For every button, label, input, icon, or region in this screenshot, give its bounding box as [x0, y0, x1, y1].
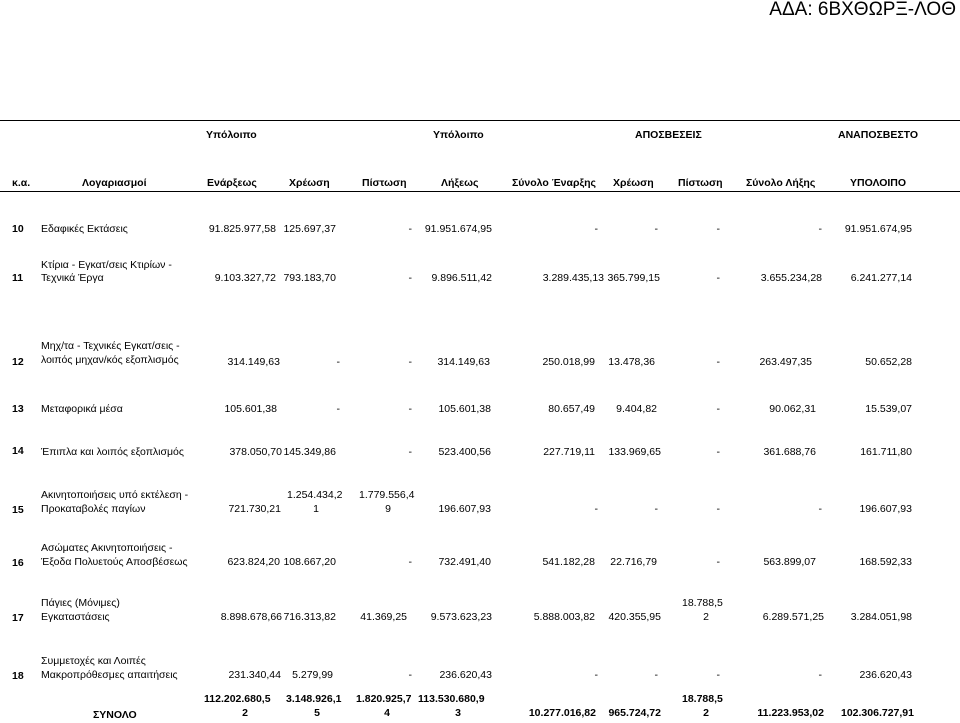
row-pistosi: -: [408, 403, 412, 415]
total-xreosi-wrap: 5: [314, 707, 320, 719]
row-xreosi2: -: [654, 223, 658, 235]
row-enarxeos: 91.825.977,58: [208, 223, 276, 235]
row-xreosi: 716.313,82: [283, 611, 336, 623]
total-synolo-lixis: 11.223.953,02: [757, 707, 824, 719]
row-lixeos: 105.601,38: [438, 403, 491, 415]
row-code: 15: [12, 504, 24, 516]
row-code: 12: [12, 356, 24, 368]
row-xreosi2: 9.404,82: [616, 403, 657, 415]
ada-code: ΑΔΑ: 6ΒΧΘΩΡΞ-ΛΟΘ: [769, 0, 956, 20]
row-pistosi-wrap: 9: [385, 503, 391, 515]
row-xreosi: 793.183,70: [283, 272, 336, 284]
col-xreosi: Χρέωση: [289, 177, 330, 189]
row-pistosi2: -: [716, 403, 720, 415]
row-pistosi: -: [408, 556, 412, 568]
row-synolo-enarxis: -: [594, 223, 598, 235]
row-pistosi2-wrap: 2: [703, 611, 709, 623]
row-pistosi2: -: [716, 272, 720, 284]
total-lixeos: 113.530.680,9: [418, 693, 485, 705]
row-name-line2: Τεχνικά Έργα: [41, 272, 104, 284]
row-xreosi2: 133.969,65: [608, 446, 661, 458]
row-synolo-enarxis: -: [594, 669, 598, 681]
row-enarxeos: 721.730,21: [228, 503, 281, 515]
header-ypoloipo-a: Υπόλοιπο: [206, 129, 257, 141]
row-name-line2: Προκαταβολές παγίων: [41, 503, 146, 515]
row-ypoloipo: 3.284.051,98: [850, 611, 912, 623]
row-name: Συμμετοχές και Λοιπές: [41, 655, 146, 667]
row-xreosi2: 365.799,15: [607, 272, 660, 284]
row-code: 16: [12, 557, 24, 569]
col-xreosi2: Χρέωση: [613, 177, 654, 189]
row-pistosi2: 18.788,5: [682, 597, 723, 609]
row-synolo-enarxis: 5.888.003,82: [533, 611, 595, 623]
row-synolo-enarxis: 80.657,49: [548, 403, 595, 415]
total-pistosi: 1.820.925,7: [356, 693, 412, 705]
row-code: 13: [12, 403, 24, 415]
col-enarxeos: Ενάρξεως: [207, 177, 257, 189]
row-lixeos: 9.896.511,42: [431, 272, 492, 284]
row-ypoloipo: 196.607,93: [859, 503, 912, 515]
row-synolo-lixis: -: [818, 503, 822, 515]
row-ypoloipo: 15.539,07: [865, 403, 912, 415]
row-name: Έπιπλα και λοιπός εξοπλισμός: [41, 446, 184, 458]
col-ka: κ.α.: [12, 177, 31, 189]
row-synolo-enarxis: -: [594, 503, 598, 515]
row-ypoloipo: 161.711,80: [860, 446, 912, 458]
total-label: ΣΥΝΟΛΟ: [93, 709, 137, 721]
row-synolo-lixis: -: [818, 669, 822, 681]
row-pistosi2: -: [716, 556, 720, 568]
row-synolo-enarxis: 3.289.435,13: [542, 272, 604, 284]
col-pistosi2: Πίστωση: [678, 177, 723, 189]
row-ypoloipo: 50.652,28: [865, 356, 912, 368]
row-xreosi2: -: [654, 503, 658, 515]
row-enarxeos: 623.824,20: [227, 556, 280, 568]
row-pistosi2: -: [716, 669, 720, 681]
header-aposveseis: ΑΠΟΣΒΕΣΕΙΣ: [635, 129, 702, 141]
row-code: 14: [12, 445, 24, 457]
total-synolo-enarxis: 10.277.016,82: [528, 707, 596, 719]
row-ypoloipo: 91.951.674,95: [844, 223, 912, 235]
row-pistosi2: -: [716, 223, 720, 235]
total-xreosi2: 965.724,72: [608, 707, 661, 719]
row-name-line2: λοιπός μηχαν/κός εξοπλισμός: [41, 354, 179, 366]
row-ypoloipo: 6.241.277,14: [850, 272, 912, 284]
row-synolo-lixis: 6.289.571,25: [762, 611, 824, 623]
row-name-line2: Έξοδα Πολυετούς Αποσβέσεως: [41, 556, 188, 568]
row-synolo-lixis: 263.497,35: [759, 356, 812, 368]
row-ypoloipo: 236.620,43: [859, 669, 912, 681]
row-pistosi2: -: [716, 356, 720, 368]
row-pistosi: -: [408, 223, 412, 235]
col-lixeos: Λήξεως: [441, 177, 479, 189]
total-pistosi2: 18.788,5: [682, 693, 723, 705]
total-enarxeos-wrap: 2: [242, 707, 248, 719]
row-synolo-lixis: 361.688,76: [763, 446, 816, 458]
row-synolo-lixis: 90.062,31: [769, 403, 816, 415]
row-synolo-enarxis: 541.182,28: [542, 556, 595, 568]
row-name: Ασώματες Ακινητοποιήσεις -: [41, 542, 173, 554]
row-xreosi2: 22.716,79: [610, 556, 657, 568]
row-pistosi: -: [408, 272, 412, 284]
row-synolo-enarxis: 227.719,11: [543, 446, 595, 458]
row-pistosi: -: [408, 356, 412, 368]
row-lixeos: 196.607,93: [438, 503, 491, 515]
row-name: Μηχ/τα - Τεχνικές Εγκατ/σεις -: [41, 340, 180, 352]
row-name: Ακινητοποιήσεις υπό εκτέλεση -: [41, 489, 189, 501]
total-ypoloipo: 102.306.727,91: [841, 707, 914, 719]
row-name: Μεταφορικά μέσα: [41, 403, 123, 415]
row-xreosi: 145.349,86: [283, 446, 336, 458]
row-name-line2: Εγκαταστάσεις: [41, 611, 110, 623]
row-enarxeos: 231.340,44: [228, 669, 281, 681]
col-logariasmoi: Λογαριασμοί: [82, 177, 147, 189]
row-pistosi: 1.779.556,4: [359, 489, 415, 501]
row-enarxeos: 314.149,63: [227, 356, 280, 368]
row-lixeos: 9.573.623,23: [430, 611, 492, 623]
row-xreosi: 108.667,20: [283, 556, 336, 568]
total-pistosi2-wrap: 2: [703, 707, 709, 719]
row-pistosi: -: [408, 669, 412, 681]
row-xreosi: -: [336, 403, 340, 415]
row-code: 18: [12, 670, 24, 682]
row-lixeos: 236.620,43: [439, 669, 492, 681]
row-xreosi: 1.254.434,2: [287, 489, 343, 501]
row-lixeos: 314.149,63: [437, 356, 490, 368]
row-name: Πάγιες (Μόνιμες): [41, 597, 120, 609]
top-rule: [0, 120, 960, 121]
row-synolo-enarxis: 250.018,99: [542, 356, 595, 368]
total-pistosi-wrap: 4: [384, 707, 390, 719]
row-lixeos: 91.951.674,95: [424, 223, 492, 235]
row-code: 11: [12, 272, 24, 284]
row-xreosi2: 13.478,36: [608, 356, 655, 368]
row-xreosi: 5.279,99: [292, 669, 333, 681]
header-ypoloipo-b: Υπόλοιπο: [433, 129, 484, 141]
row-xreosi2: -: [654, 669, 658, 681]
row-lixeos: 523.400,56: [438, 446, 491, 458]
col-synolo-enarxis: Σύνολο Έναρξης: [512, 177, 597, 189]
row-synolo-lixis: 3.655.234,28: [760, 272, 822, 284]
row-xreosi-wrap: 1: [313, 503, 319, 515]
row-ypoloipo: 168.592,33: [859, 556, 912, 568]
row-xreosi2: 420.355,95: [608, 611, 661, 623]
row-synolo-lixis: -: [818, 223, 822, 235]
row-lixeos: 732.491,40: [438, 556, 491, 568]
row-pistosi: -: [408, 446, 412, 458]
total-xreosi: 3.148.926,1: [286, 693, 342, 705]
total-enarxeos: 112.202.680,5: [204, 693, 271, 705]
col-synolo-lixis: Σύνολο Λήξης: [746, 177, 816, 189]
row-name: Κτίρια - Εγκατ/σεις Κτιρίων -: [41, 259, 172, 271]
col-ypoloipo: ΥΠΟΛΟΙΠΟ: [850, 177, 907, 189]
row-pistosi2: -: [716, 503, 720, 515]
row-code: 17: [12, 612, 24, 624]
row-code: 10: [12, 223, 24, 235]
row-xreosi: -: [336, 356, 340, 368]
row-pistosi2: -: [716, 446, 720, 458]
row-enarxeos: 378.050,70: [229, 446, 282, 458]
row-enarxeos: 9.103.327,72: [214, 272, 276, 284]
header-rule: [0, 191, 960, 192]
col-pistosi: Πίστωση: [362, 177, 407, 189]
total-lixeos-wrap: 3: [455, 707, 461, 719]
row-name: Εδαφικές Εκτάσεις: [41, 223, 128, 235]
row-xreosi: 125.697,37: [283, 223, 336, 235]
row-synolo-lixis: 563.899,07: [763, 556, 816, 568]
row-enarxeos: 105.601,38: [224, 403, 277, 415]
header-anaposvesto: ΑΝΑΠΟΣΒΕΣΤΟ: [838, 129, 919, 141]
row-name-line2: Μακροπρόθεσμες απαιτήσεις: [41, 669, 178, 681]
row-pistosi: 41.369,25: [360, 611, 407, 623]
row-enarxeos: 8.898.678,66: [220, 611, 282, 623]
